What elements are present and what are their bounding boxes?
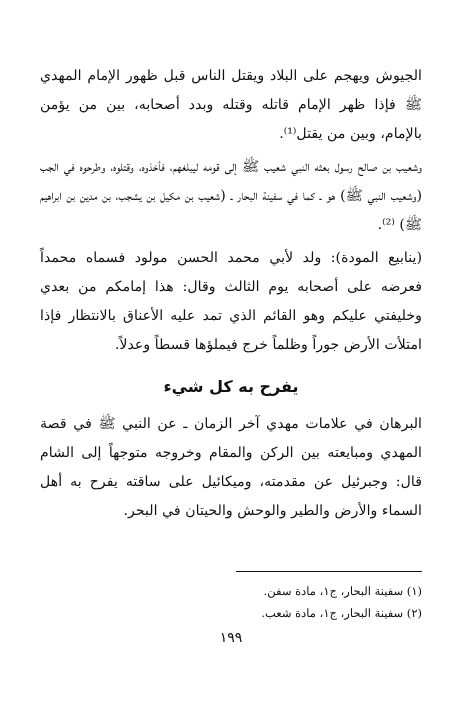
footnotes (40, 580, 422, 624)
footnote-1: (١) سفينة البحار، ج١، مادة سفن. (263, 584, 422, 598)
footnote-2: (٢) سفينة البحار، ج١، مادة شعب. (261, 606, 422, 620)
paragraph-3: (ينابيع المودة): ولد لأبي محمد الحسن مولود فسماه محمداً فعرضه على أصحابه يوم الثالث وقال: هذا إمامكم من بعدي وخليفتي عليكم وهو القائم الذي تمد عليه الأعناق بالانتظار فإذا امتلأت الأرض جوراً وظلماً خرج فيملؤها قسطاً وعدلاً. (40, 250, 422, 353)
page-number: ١٩٩ (219, 630, 243, 646)
paragraph-4: البرهان في علامات مهدي آخر الزمان ـ عن النبي ﷺ في قصة المهدي ومبايعته بين الركن والمقام وخروجه متوجهاً إلى الشام قال: وجبرئيل عن مقدمته، وميكائيل على ساقته يفرح به أهل السماء والأرض والطير والوحش والحيتان في البحر. (40, 416, 422, 519)
main-text (40, 62, 422, 526)
paragraph-2: وشعيب بن صالح رسول بعثه النبي شعيب ﷺ إلى قومه ليبلغهم، فأخذوه، وقتلوه، وطرحوه في الجب (وشعيب النبي ﷺ) هو ـ كما في سفينة البحار ـ (شعيب بن مكيل بن يشجب، بن مدين بن ابراهيم ﷺ) ⁽²⁾. (40, 159, 422, 233)
footnote-divider (236, 571, 422, 572)
section-heading: يفرح به كل شيء (163, 377, 299, 396)
paragraph-1: الجيوش ويهجم على البلاد ويقتل الناس قبل ظهور الإمام المهدي ﷺ فإذا ظهر الإمام قاتله وقتله وبدد أصحابه، بين من يؤمن بالإمام، وبين من يقتل⁽¹⁾. (40, 68, 422, 142)
